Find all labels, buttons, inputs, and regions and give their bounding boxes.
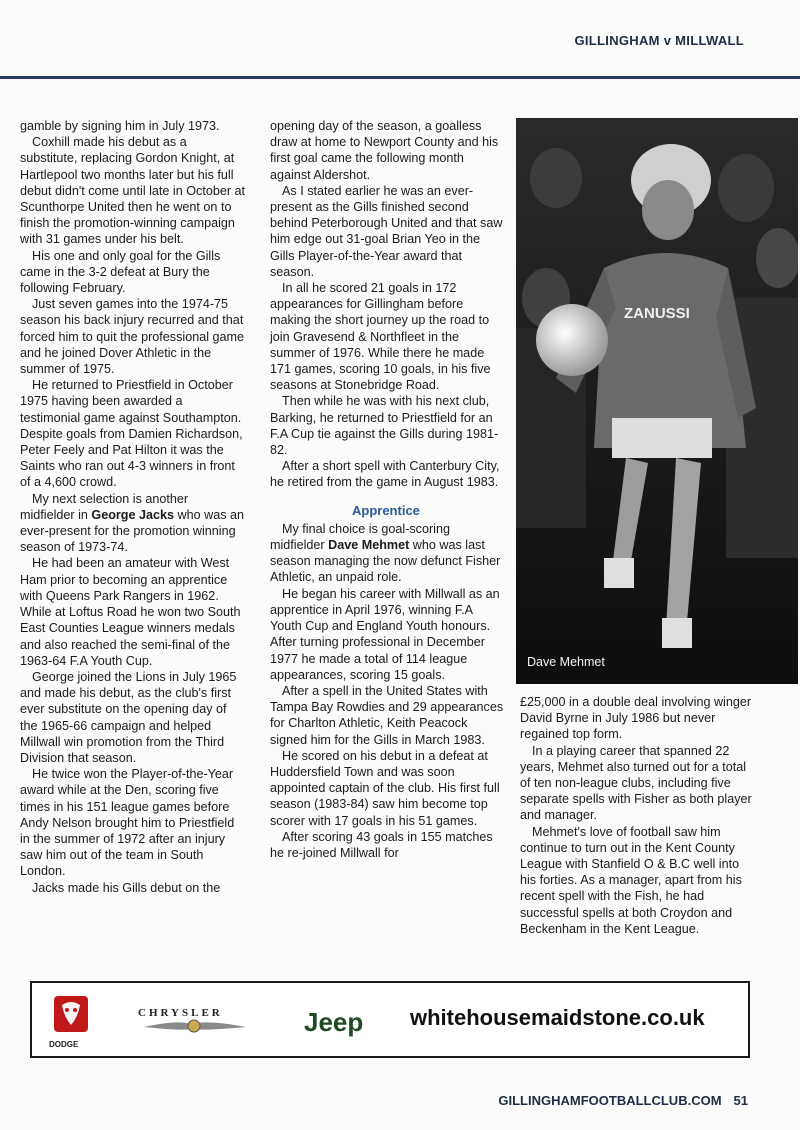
paragraph: opening day of the season, a goalless draw at home to Newport County and his first goal came the following month against Aldershot.: [270, 119, 499, 182]
page-number: 51: [733, 1093, 748, 1108]
dealer-website-link[interactable]: whitehousemaidstone.co.uk: [410, 1005, 705, 1030]
player-name-dave-mehmet: Dave Mehmet: [328, 538, 410, 553]
article-column-1: [20, 118, 246, 896]
article-column-3: [520, 694, 752, 937]
paragraph: He returned to Priestfield in October 1975 having been awarded a testimonial game against Southampton. Despite goals from Damien Richardson, Peter Feely and Pat Hilton it was the Saints who ran out 4-3 winners in front of a 4,600 crowd.: [20, 378, 243, 490]
paragraph-text: My final choice is goal-scoring midfielder: [270, 521, 450, 553]
paragraph: Mehmet's love of football saw him continue to turn out in the Kent County League with Stanfield O & B.C well into his forties. As a manager, apart from his recent spell with the Fish, he had successful spells at both Croydon and Beckenham in the Kent League.: [520, 824, 742, 936]
paragraph: He scored on his debut in a defeat at Huddersfield Town and was soon appointed captain of the club. His first full season (1983-84) saw him become top scorer with 17 goals in his 51 games.: [270, 748, 500, 828]
paragraph: In a playing career that spanned 22 years, Mehmet also turned out for a total of ten non-league clubs, including five separate spells with Fisher as both player and manager.: [520, 743, 752, 823]
paragraph: After a short spell with Canterbury City, he retired from the game in August 1983.: [270, 459, 500, 490]
paragraph: He began his career with Millwall as an apprentice in April 1976, winning F.A Youth Cup and England Youth honours. After turning professional in December 1977 he made a total of 114 league appearances, scoring 15 goals.: [270, 586, 500, 682]
chrysler-label: CHRYSLER: [138, 1007, 223, 1019]
paragraph: Coxhill made his debut as a substitute, replacing Gordon Knight, at Hartlepool two months later but his full debut didn't come until late in October at Scunthorpe United then he went on to finish the promotion-winning campaign with 31 games under his belt.: [20, 135, 246, 247]
jeep-logo-icon: Jeep: [304, 1007, 364, 1037]
paragraph: He had been an amateur with West Ham prior to becoming an apprentice with Queens Park Rangers in 1962. While at Loftus Road he won two South East Counties League winners medals and also reached the semi-final of the 1963-64 F.A Youth Cup.: [20, 556, 241, 668]
paragraph: His one and only goal for the Gills came in the 3-2 defeat at Bury the following February.: [20, 248, 221, 296]
paragraph: Then while he was with his next club, Barking, he returned to Priestfield for an F.A Cup tie against the Gills during 1981-82.: [270, 394, 499, 458]
player-photo: [516, 118, 798, 684]
player-name-george-jacks: George Jacks: [91, 507, 175, 522]
paragraph-text: who was an ever-present for the promotion winning season of 1973-74.: [20, 507, 245, 555]
paragraph: George joined the Lions in July 1965 and made his debut, as the club's first ever substitute on the opening day of the 1965-66 campaign and helped Millwall win promotion from the Third Division that season.: [20, 669, 237, 765]
paragraph: He twice won the Player-of-the-Year award while at the Den, scoring five times in his 151 league games before Andy Nelson brought him to Priestfield in the summer of 1972 after an injury saw him out of the team in South London.: [20, 767, 235, 879]
section-subhead: Apprentice: [352, 502, 420, 518]
paragraph: As I stated earlier he was an ever-present as the Gills finished second behind Peterborough United and that saw him edge out 31-goal Brian Yeo in the Gills Player-of-the-Year award that season.: [270, 183, 503, 279]
paragraph-text: who was last season managing the now defunct Fisher Athletic, an unpaid role.: [270, 538, 501, 585]
paragraph: After scoring 43 goals in 155 matches he re-joined Millwall for: [270, 829, 493, 860]
paragraph: gamble by signing him in July 1973.: [20, 119, 220, 133]
paragraph-george-jacks: [20, 491, 246, 556]
article-column-2: [270, 118, 504, 861]
page-header-title: GILLINGHAM v MILLWALL: [574, 33, 744, 48]
player-photo-image: [516, 118, 798, 684]
dodge-label: DODGE: [49, 1040, 79, 1049]
header-rule: [0, 76, 800, 79]
chrysler-logo-icon: [138, 1007, 246, 1032]
shirt-sponsor-text: ZANUSSI: [624, 305, 690, 322]
dodge-logo-icon: [49, 996, 88, 1049]
page-footer: [498, 1093, 748, 1108]
paragraph: Jacks made his Gills debut on the: [32, 880, 221, 895]
advertisement-banner[interactable]: [30, 981, 750, 1058]
paragraph: Just seven games into the 1974-75 season his back injury recurred and that forced him to quit the professional game and he joined Dover Athletic in the summer of 1975.: [20, 297, 245, 377]
paragraph: After a spell in the United States with Tampa Bay Rowdies and 29 appearances for Charlton Athletic, Keith Peacock signed him for the Gills in March 1983.: [270, 683, 504, 747]
photo-caption: Dave Mehmet: [527, 655, 605, 669]
paragraph: In all he scored 21 goals in 172 appearances for Gillingham before making the short journey up the road to join Gravesend & Northfleet in the summer of 1976. While there he made 171 games, scoring 10 goals, in his five seasons at Stonebridge Road.: [270, 281, 491, 393]
club-website-text: GILLINGHAMFOOTBALLCLUB.COM: [498, 1093, 722, 1108]
paragraph: £25,000 in a double deal involving winger David Byrne in July 1986 but never regained top form.: [520, 695, 752, 742]
paragraph-dave-mehmet: [270, 521, 504, 586]
paragraph-text: My next selection is another midfielder in: [20, 491, 189, 522]
